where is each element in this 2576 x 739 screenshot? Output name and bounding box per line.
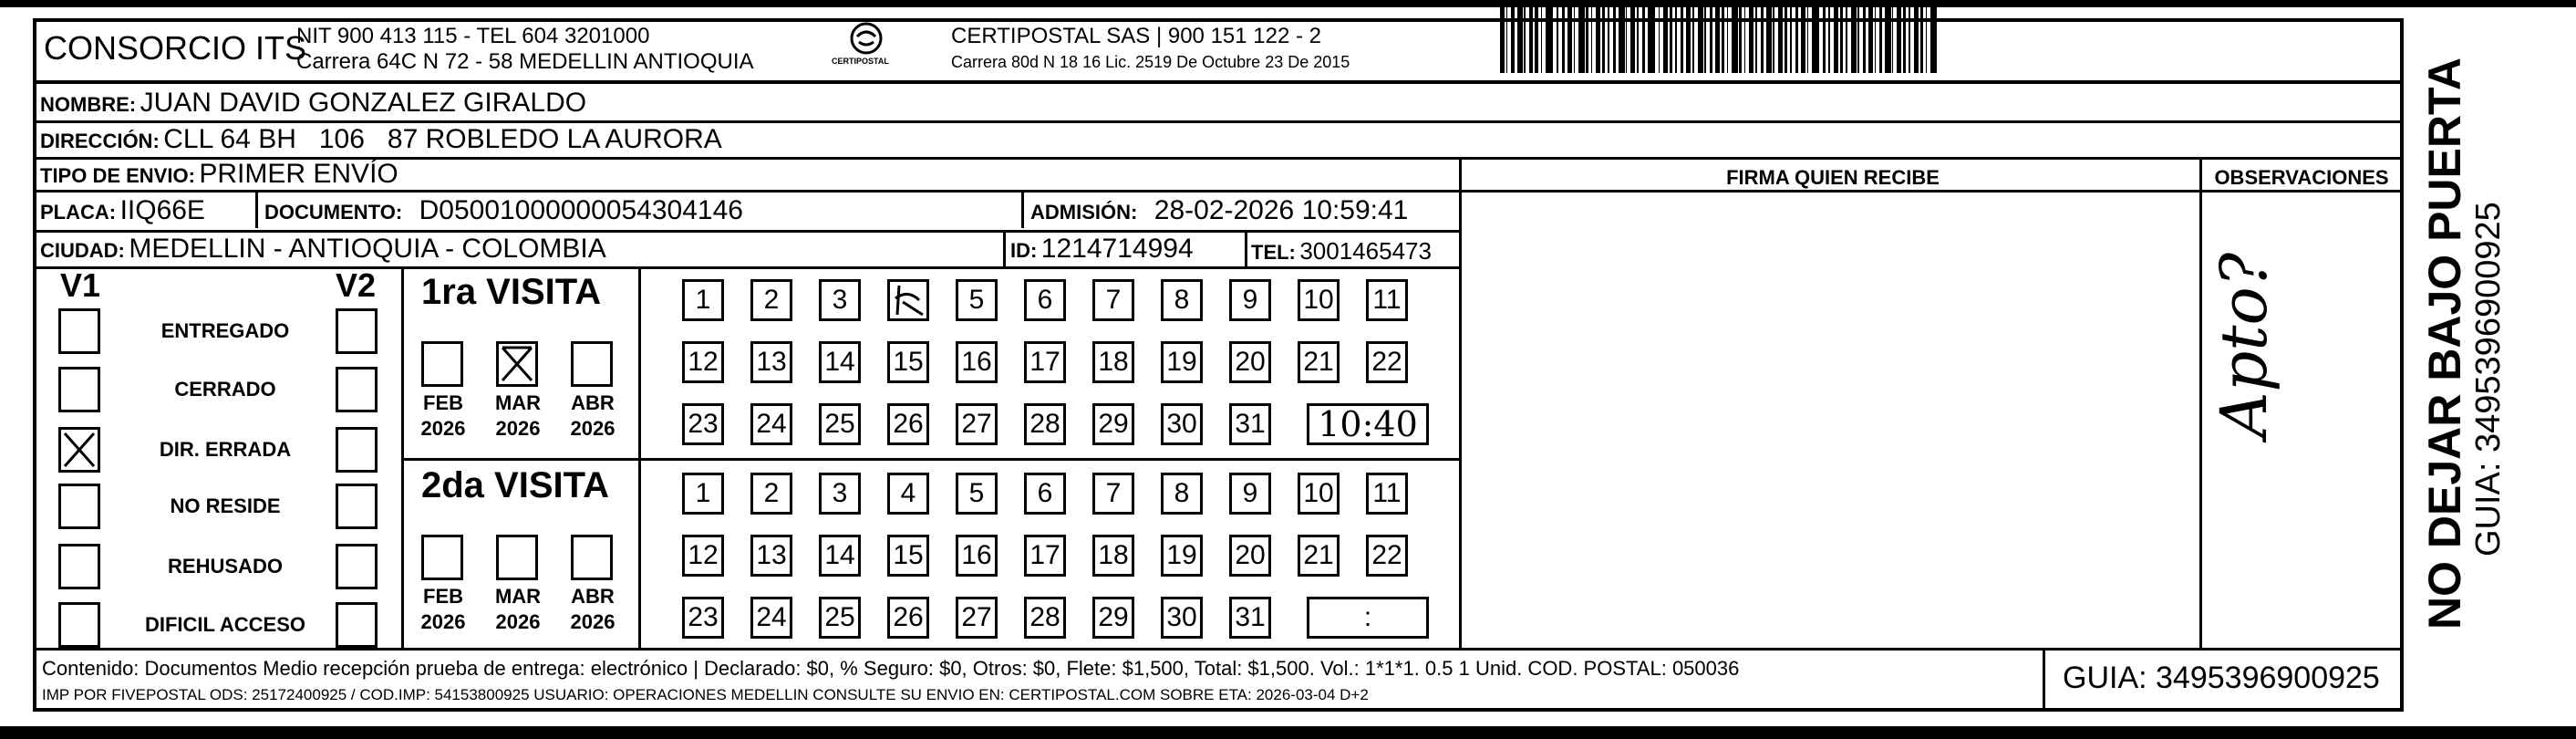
day-box[interactable]: 8 [1161, 279, 1203, 321]
footer-guia-divider [2043, 650, 2045, 708]
day-box[interactable]: 25 [819, 597, 861, 639]
footer-guia: GUIA: 3495396900925 [2063, 661, 2380, 695]
firma-column-left [1459, 157, 1462, 650]
day-box[interactable]: 18 [1092, 535, 1134, 577]
day-box[interactable]: 10 [1298, 473, 1340, 515]
barcode-bar [1541, 7, 1543, 73]
status-v1-checkbox[interactable] [58, 427, 100, 473]
barcode-bar [1909, 7, 1910, 73]
certipostal-line2: Carrera 80d N 18 16 Lic. 2519 De Octubre 23 De 2015 [951, 53, 1350, 71]
day-box[interactable]: 9 [1229, 279, 1271, 321]
month-year: 2026 [570, 417, 616, 440]
month-name: FEB [423, 391, 463, 414]
barcode-bar [1885, 7, 1890, 73]
barcode-bar [1630, 7, 1635, 73]
barcode-bar [1710, 7, 1712, 73]
barcode-bar [1715, 7, 1720, 73]
barcode-bar [1857, 7, 1859, 73]
row-line-3 [33, 190, 2404, 193]
barcode-bar [1506, 7, 1508, 73]
day-box[interactable]: 29 [1092, 403, 1134, 445]
direccion-label: DIRECCIÓN: [40, 130, 160, 152]
day-box[interactable]: 27 [956, 597, 998, 639]
month-year: 2026 [495, 610, 541, 633]
day-box[interactable]: 18 [1092, 341, 1134, 383]
month-checkbox[interactable] [496, 341, 538, 387]
day-box[interactable]: 5 [956, 279, 998, 321]
month-name: ABR [571, 391, 615, 414]
status-v1-checkbox[interactable] [58, 308, 100, 354]
barcode-bar [1790, 7, 1792, 73]
tipo-value: PRIMER ENVÍO [199, 159, 398, 189]
barcode-bar [1755, 7, 1757, 73]
day-box[interactable]: 15 [887, 341, 929, 383]
day-box[interactable]: 15 [887, 535, 929, 577]
month-year: 2026 [570, 610, 616, 633]
day-box[interactable]: 14 [819, 341, 861, 383]
company-name: CONSORCIO ITS [44, 29, 307, 67]
barcode-bar [1511, 7, 1514, 73]
ciudad-row [40, 234, 606, 265]
barcode-bar [1914, 7, 1919, 73]
day-box[interactable]: 22 [1366, 341, 1408, 383]
ciudad-label: CIUDAD: [40, 239, 125, 262]
barcode-bar [1875, 7, 1877, 73]
barcode-bar [1732, 7, 1737, 73]
status-label: ENTREGADO [160, 319, 290, 342]
month-label [481, 390, 554, 442]
day-box[interactable]: 13 [750, 535, 792, 577]
documento-label: DOCUMENTO: [264, 201, 403, 224]
day-box[interactable]: 16 [956, 341, 998, 383]
check-x-icon [61, 430, 98, 470]
placa-label: PLACA: [40, 201, 117, 224]
barcode-bar [1926, 7, 1928, 73]
footer-line1: Contenido: Documentos Medio recepción prueba de entrega: electrónico | Declarado: $0, % Seguro: $0, Otros: $0, Flete: $1,500, Total: $1,500. Vol.: 1*1*1. 0.5 1 Unid. COD. POSTAL: 050036 [42, 657, 1740, 680]
observaciones-header: OBSERVACIONES [2214, 166, 2389, 189]
barcode-bar [1807, 7, 1809, 73]
status-v2-checkbox[interactable] [336, 427, 378, 473]
month-name: FEB [423, 585, 463, 608]
admision-divider [1021, 192, 1024, 228]
nombre-row [40, 88, 586, 119]
obs-column-left [2199, 157, 2202, 650]
status-v2-checkbox[interactable] [336, 484, 378, 529]
barcode-bar [1868, 7, 1873, 73]
certipostal-line1: CERTIPOSTAL SAS | 900 151 122 - 2 [951, 24, 1321, 48]
status-label: REHUSADO [168, 555, 283, 578]
footer-divider [33, 648, 2404, 651]
company-address: Carrera 64C N 72 - 58 MEDELLIN ANTIOQUIA [296, 49, 754, 74]
barcode-bar [1846, 7, 1847, 73]
bottom-edge [0, 726, 2576, 739]
month-name: ABR [571, 585, 615, 608]
barcode-bar [1766, 7, 1772, 73]
ciudad-value: MEDELLIN - ANTIOQUIA - COLOMBIA [129, 234, 606, 264]
day-box[interactable]: 25 [819, 403, 861, 445]
status-v2-checkbox[interactable] [336, 602, 378, 648]
status-label: DIR. ERRADA [159, 438, 292, 461]
barcode-bar [1562, 7, 1565, 73]
day-box[interactable]: 12 [682, 535, 724, 577]
status-v1-checkbox[interactable] [58, 544, 100, 589]
status-label: DIFICIL ACCESO [144, 613, 305, 636]
nombre-value: JUAN DAVID GONZALEZ GIRALDO [140, 88, 587, 118]
no-dejar-warning: NO DEJAR BAJO PUERTA [2419, 57, 2470, 630]
footer-line2: IMP POR FIVEPOSTAL ODS: 25172400925 / COD.IMP: 54153800925 USUARIO: OPERACIONES MEDELLIN CONSULTE SU ENVIO EN: CERTIPOSTAL.COM SOBRE ETA: 2026-03-04 D+2 [42, 686, 1369, 703]
day-box[interactable]: 13 [750, 341, 792, 383]
logo-icon [834, 20, 898, 75]
admision-value: 28-02-2026 10:59:41 [1154, 195, 1409, 225]
barcode-bar [1596, 7, 1600, 73]
status-v1-checkbox[interactable] [58, 602, 100, 648]
direccion-row [40, 124, 722, 155]
documento-value: D05001000000054304146 [419, 195, 743, 225]
tel-value: 3001465473 [1299, 237, 1432, 265]
barcode-bar [1535, 7, 1537, 73]
month-checkbox[interactable] [421, 341, 463, 387]
day-box[interactable]: 10 [1298, 279, 1340, 321]
barcode-bar [1591, 7, 1593, 73]
barcode-bar [1626, 7, 1628, 73]
time-box[interactable]: : [1307, 597, 1429, 639]
month-name: MAR [494, 585, 542, 608]
tipo-row [40, 159, 398, 190]
day-box[interactable]: 4 [887, 473, 929, 515]
handwritten-mark-icon [890, 282, 926, 318]
id-value: 1214714994 [1040, 234, 1194, 264]
barcode-bar [1892, 7, 1894, 73]
day-box[interactable]: 6 [1024, 473, 1066, 515]
barcode-bar [1567, 7, 1572, 73]
time-box[interactable]: 10:40 [1307, 403, 1429, 445]
barcode-bar [1704, 7, 1706, 73]
day-box[interactable]: 7 [1092, 473, 1134, 515]
month-label [481, 584, 554, 635]
barcode-bar [1851, 7, 1857, 73]
day-box[interactable]: 11 [1366, 473, 1408, 515]
barcode-bar [1930, 7, 1936, 73]
day-box[interactable]: 27 [956, 403, 998, 445]
tel-divider [1245, 232, 1247, 266]
month-label [407, 390, 480, 442]
month-checkbox[interactable] [571, 341, 613, 387]
barcode-bar [1727, 7, 1729, 73]
barcode-bar [1613, 7, 1616, 73]
day-box[interactable]: 31 [1229, 597, 1271, 639]
barcode-bar [1823, 7, 1826, 73]
row-line-1 [33, 120, 2404, 123]
id-divider [1003, 232, 1006, 266]
day-box[interactable]: 16 [956, 535, 998, 577]
direccion-value: CLL 64 BH 106 87 ROBLEDO LA AURORA [163, 124, 722, 154]
check-x-icon [499, 344, 535, 384]
day-box[interactable]: 20 [1229, 341, 1271, 383]
day-box[interactable]: 23 [682, 597, 724, 639]
month-year: 2026 [420, 417, 466, 440]
day-box[interactable]: 3 [819, 279, 861, 321]
barcode-bar [1778, 7, 1783, 73]
v2-label: V2 [336, 266, 377, 304]
day-box[interactable]: 3 [819, 473, 861, 515]
visit-divider [401, 458, 1461, 461]
id-field [1010, 234, 1194, 265]
status-v2-checkbox[interactable] [336, 544, 378, 589]
status-label: CERRADO [174, 378, 276, 401]
barcode-bar [1642, 7, 1645, 73]
day-box[interactable]: 19 [1161, 535, 1203, 577]
barcode-bar [1557, 7, 1558, 73]
placa-divider [255, 192, 258, 228]
barcode-bar [1659, 7, 1660, 73]
documento-field [264, 195, 743, 226]
day-box[interactable]: 22 [1366, 535, 1408, 577]
barcode-bar [1795, 7, 1798, 73]
day-box[interactable]: 19 [1161, 341, 1203, 383]
barcode-bar [1739, 7, 1742, 73]
day-box[interactable]: 24 [750, 403, 792, 445]
day-box[interactable]: 7 [1092, 279, 1134, 321]
barcode-bar [1828, 7, 1830, 73]
barcode-bar [1920, 7, 1923, 73]
day-box[interactable]: 26 [887, 597, 929, 639]
day-box[interactable]: 23 [682, 403, 724, 445]
visit-title: 2da VISITA [421, 465, 609, 505]
day-box[interactable]: 29 [1092, 597, 1134, 639]
placa-row [40, 195, 205, 226]
admision-label: ADMISIÓN: [1030, 201, 1138, 224]
barcode-bar [1574, 7, 1576, 73]
barcode-bar [1663, 7, 1668, 73]
barcode-bar [1761, 7, 1764, 73]
day-box[interactable]: 12 [682, 341, 724, 383]
day-box[interactable]: 26 [887, 403, 929, 445]
barcode-bar [1773, 7, 1774, 73]
barcode-bar [1648, 7, 1655, 73]
row-line-5 [33, 266, 1461, 269]
month-name: MAR [494, 391, 542, 414]
id-label: ID: [1010, 239, 1038, 262]
barcode-bar [1698, 7, 1703, 73]
day-box[interactable]: 17 [1024, 341, 1066, 383]
day-box[interactable]: 5 [956, 473, 998, 515]
tel-field [1251, 237, 1432, 265]
barcode-bar [1903, 7, 1906, 73]
top-edge [0, 0, 2576, 7]
day-box[interactable]: 1 [682, 473, 724, 515]
barcode-bar [1681, 7, 1683, 73]
month-year: 2026 [495, 417, 541, 440]
v1-label: V1 [60, 266, 101, 304]
barcode-bar [1670, 7, 1672, 73]
barcode-bar [1524, 7, 1526, 73]
day-box[interactable]: 28 [1024, 403, 1066, 445]
firma-header: FIRMA QUIEN RECIBE [1726, 166, 1940, 189]
month-checkbox[interactable] [496, 535, 538, 580]
certipostal-logo [834, 20, 898, 75]
company-nit: NIT 900 413 115 - TEL 604 3201000 [296, 24, 650, 48]
day-box[interactable]: 6 [1024, 279, 1066, 321]
placa-value: IIQ66E [119, 195, 205, 225]
barcode-bar [1619, 7, 1624, 73]
barcode-bar [1608, 7, 1609, 73]
frame-right-inner [2401, 80, 2404, 708]
month-checkbox[interactable] [571, 535, 613, 580]
month-checkbox[interactable] [421, 535, 463, 580]
day-box[interactable]: 11 [1366, 279, 1408, 321]
barcode-bar [1529, 7, 1534, 73]
barcode-bar [1637, 7, 1639, 73]
barcode-bar [1840, 7, 1843, 73]
day-box[interactable]: 30 [1161, 403, 1203, 445]
day-box[interactable] [887, 279, 929, 321]
status-v2-checkbox[interactable] [336, 367, 378, 412]
barcode-bar [1744, 7, 1746, 73]
day-box[interactable]: 31 [1229, 403, 1271, 445]
day-box[interactable]: 28 [1024, 597, 1066, 639]
month-label [556, 584, 629, 635]
month-label [556, 390, 629, 442]
barcode-bar [1801, 7, 1805, 73]
barcode-bar [1863, 7, 1866, 73]
barcode-bar [1586, 7, 1588, 73]
barcode-bar [1602, 7, 1605, 73]
barcode-bar [1500, 7, 1505, 73]
day-box[interactable]: 20 [1229, 535, 1271, 577]
day-box[interactable]: 24 [750, 597, 792, 639]
barcode-bar [1686, 7, 1691, 73]
side-guia: GUIA: 3495396900925 [2469, 202, 2508, 557]
day-box[interactable]: 21 [1298, 341, 1340, 383]
month-label [407, 584, 480, 635]
status-v1-checkbox[interactable] [58, 367, 100, 412]
day-box[interactable]: 21 [1298, 535, 1340, 577]
observation-handwriting: Apto? [2207, 252, 2281, 438]
barcode-bar [1749, 7, 1754, 73]
day-box[interactable]: 17 [1024, 535, 1066, 577]
day-box[interactable]: 2 [750, 473, 792, 515]
barcode [1500, 7, 2321, 73]
status-v1-checkbox[interactable] [58, 484, 100, 529]
logo-text: CERTIPOSTAL [832, 57, 889, 66]
day-box[interactable]: 8 [1161, 473, 1203, 515]
barcode-bar [1897, 7, 1901, 73]
day-box[interactable]: 14 [819, 535, 861, 577]
day-box[interactable]: 30 [1161, 597, 1203, 639]
visit-title: 1ra VISITA [421, 272, 602, 312]
tipo-label: TIPO DE ENVIO: [40, 164, 195, 187]
barcode-bar [1692, 7, 1694, 73]
barcode-bar [1578, 7, 1584, 73]
admision-field [1030, 195, 1408, 226]
tel-label: TEL: [1251, 241, 1296, 264]
header-divider [33, 80, 2404, 84]
day-box[interactable]: 1 [682, 279, 724, 321]
barcode-bar [1546, 7, 1553, 73]
status-label: NO RESIDE [170, 494, 281, 517]
barcode-bar [1517, 7, 1523, 73]
barcode-bar [1834, 7, 1838, 73]
day-box[interactable]: 2 [750, 279, 792, 321]
barcode-bar [1722, 7, 1724, 73]
nombre-label: NOMBRE: [40, 93, 137, 116]
day-box[interactable]: 9 [1229, 473, 1271, 515]
barcode-bar [1675, 7, 1677, 73]
month-year: 2026 [420, 610, 466, 633]
status-v2-checkbox[interactable] [336, 308, 378, 354]
barcode-bar [1785, 7, 1787, 73]
barcode-bar [1879, 7, 1882, 73]
barcode-bar [1812, 7, 1819, 73]
